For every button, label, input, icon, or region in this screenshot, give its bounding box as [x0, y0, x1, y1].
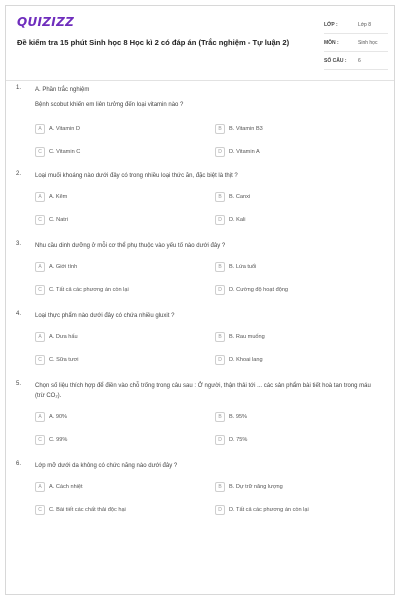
- option-letter-box: C: [35, 355, 45, 365]
- option-letter-box: A: [35, 412, 45, 422]
- option-letter-box: B: [215, 332, 225, 342]
- question-subtext: Bệnh scobut khiến em liên tưởng đến loại vitamin nào ?: [35, 102, 184, 108]
- question-text: Loại muối khoáng nào dưới đây có trong nhiều loại thức ăn, đặc biệt là thịt ?: [35, 173, 238, 179]
- question-number: 4.: [16, 311, 22, 317]
- option-text: D. Cường độ hoạt động: [229, 286, 289, 293]
- option-a[interactable]: [35, 411, 67, 422]
- question-number: 2.: [16, 171, 22, 177]
- option-letter-box: C: [35, 285, 45, 295]
- option-letter-box: C: [35, 147, 45, 157]
- worksheet-header: [6, 6, 394, 81]
- option-a[interactable]: [35, 191, 67, 202]
- option-text: A. Giới tính: [49, 263, 78, 270]
- question-number: 3.: [16, 241, 22, 247]
- option-text: C. Bài tiết các chất thải độc hại: [49, 506, 126, 513]
- meta-row-class: [324, 16, 388, 34]
- option-text: C. Tất cả các phương án còn lại: [49, 286, 129, 293]
- meta-value: 6: [358, 57, 361, 64]
- option-d[interactable]: [215, 354, 263, 365]
- option-text: C. Natri: [49, 216, 68, 223]
- option-b[interactable]: [215, 191, 250, 202]
- option-text: A. Cách nhiệt: [49, 483, 83, 490]
- question-number: 5.: [16, 381, 22, 387]
- option-text: B. Canxi: [229, 193, 251, 200]
- option-letter-box: D: [215, 355, 225, 365]
- option-a[interactable]: [35, 481, 83, 492]
- meta-row-count: [324, 52, 388, 70]
- option-b[interactable]: [215, 331, 265, 342]
- worksheet-title: Đề kiểm tra 15 phút Sinh học 8 Học kì 2 có đáp án (Trắc nghiệm - Tự luận 2): [17, 38, 290, 47]
- question-number: 6.: [16, 461, 22, 467]
- option-letter-box: C: [35, 505, 45, 515]
- option-d[interactable]: [215, 146, 260, 157]
- option-text: C. 99%: [49, 436, 68, 443]
- option-c[interactable]: [35, 284, 129, 295]
- meta-key: MÔN :: [324, 39, 339, 46]
- option-a[interactable]: [35, 261, 77, 272]
- option-text: D. Tất cả các phương án còn lại: [229, 506, 309, 513]
- option-text: B. Lứa tuổi: [229, 263, 257, 270]
- option-letter-box: C: [35, 215, 45, 225]
- option-letter-box: B: [215, 262, 225, 272]
- question-text: Nhu cầu dinh dưỡng ở mỗi cơ thể phụ thuộc vào yếu tố nào dưới đây ?: [35, 243, 226, 249]
- option-letter-box: D: [215, 285, 225, 295]
- option-text: D. 75%: [229, 436, 248, 443]
- meta-value: Lớp 8: [358, 21, 372, 28]
- option-b[interactable]: [215, 261, 256, 272]
- option-text: C. Sữa tươi: [49, 356, 79, 363]
- option-d[interactable]: [215, 284, 288, 295]
- option-letter-box: D: [215, 147, 225, 157]
- option-text: D. Vitamin A: [229, 148, 260, 155]
- option-text: B. Dự trữ năng lượng: [229, 483, 283, 490]
- question-text: Lớp mỡ dưới da không có chức năng nào dưới đây ?: [35, 463, 178, 469]
- option-text: B. Rau muống: [229, 333, 265, 340]
- option-letter-box: A: [35, 262, 45, 272]
- option-letter-box: A: [35, 482, 45, 492]
- option-letter-box: B: [215, 124, 225, 134]
- option-letter-box: B: [215, 412, 225, 422]
- option-c[interactable]: [35, 214, 68, 225]
- option-letter-box: D: [215, 435, 225, 445]
- question-text: Loại thực phẩm nào dưới đây có chứa nhiều gluxit ?: [35, 313, 175, 319]
- option-b[interactable]: [215, 411, 247, 422]
- option-letter-box: C: [35, 435, 45, 445]
- quizizz-logo: QUIZIZZ: [17, 15, 75, 29]
- option-letter-box: A: [35, 332, 45, 342]
- question-text: Chọn số liệu thích hợp để điền vào chỗ trống trong câu sau : Ở người, thận thải tới ... các sản phẩm bài tiết hoà tan trong máu (trừ CO₂).: [35, 383, 371, 399]
- option-b[interactable]: [215, 481, 283, 492]
- option-a[interactable]: [35, 331, 78, 342]
- option-d[interactable]: [215, 214, 245, 225]
- option-text: B. 95%: [229, 413, 248, 420]
- option-letter-box: A: [35, 124, 45, 134]
- meta-key: SỐ CÂU :: [324, 57, 347, 64]
- worksheet-page: [5, 5, 395, 595]
- option-letter-box: B: [215, 482, 225, 492]
- option-a[interactable]: [35, 123, 80, 134]
- option-d[interactable]: [215, 434, 247, 445]
- option-c[interactable]: [35, 146, 80, 157]
- option-text: A. 90%: [49, 413, 68, 420]
- meta-table: [324, 16, 388, 70]
- option-text: A. Kẽm: [49, 193, 68, 200]
- option-letter-box: A: [35, 192, 45, 202]
- question-text: A. Phần trắc nghiệm: [35, 87, 90, 93]
- meta-value: Sinh học: [358, 39, 378, 46]
- option-letter-box: D: [215, 215, 225, 225]
- meta-key: LỚP :: [324, 21, 338, 28]
- option-c[interactable]: [35, 504, 126, 515]
- option-d[interactable]: [215, 504, 309, 515]
- option-text: B. Vitamin B3: [229, 125, 263, 132]
- option-c[interactable]: [35, 434, 67, 445]
- option-text: D. Khoai lang: [229, 356, 263, 363]
- option-c[interactable]: [35, 354, 79, 365]
- option-text: A. Vitamin D: [49, 125, 80, 132]
- question-number: 1.: [16, 85, 22, 91]
- meta-row-subject: [324, 34, 388, 52]
- option-b[interactable]: [215, 123, 263, 134]
- option-letter-box: B: [215, 192, 225, 202]
- option-text: D. Kali: [229, 216, 246, 223]
- option-text: C. Vitamin C: [49, 148, 81, 155]
- option-letter-box: D: [215, 505, 225, 515]
- option-text: A. Dưa hấu: [49, 333, 78, 340]
